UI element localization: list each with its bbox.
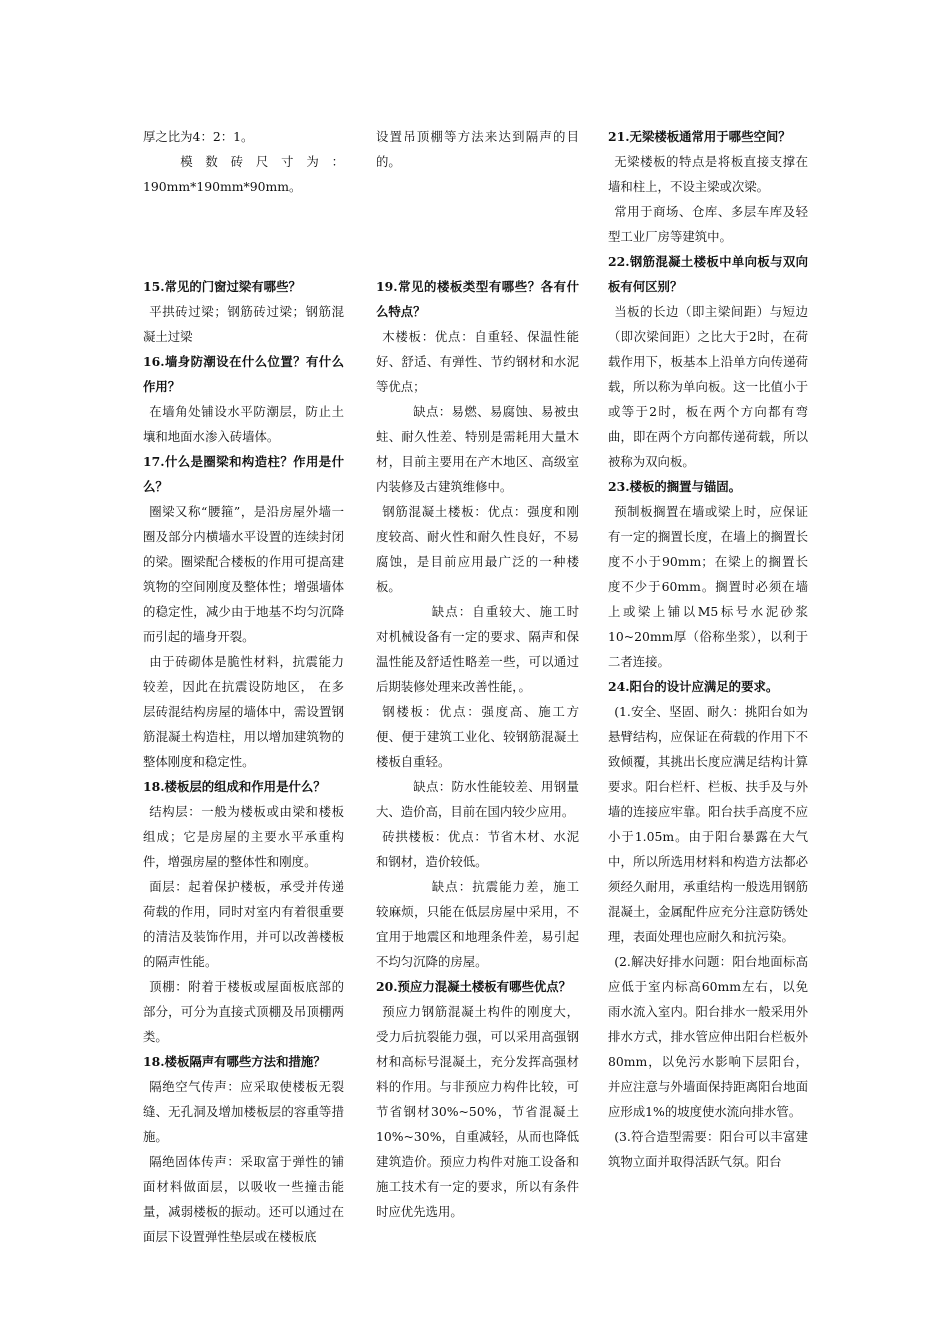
question-heading: 19.常见的楼板类型有哪些？各有什么特点？: [376, 279, 579, 319]
answer-paragraph: 当板的长边（即主梁间距）与短边（即次梁间距）之比大于2时，在荷载作用下，板基本上沿单方向传递荷载，所以称为单向板。这一比值小于或等于2时，板在两个方向都有弯曲，即在两个方向都传递荷载，所以被称为双向板。: [608, 304, 808, 469]
paragraph: 厚之比为4：2：1。: [143, 129, 254, 144]
answer-paragraph: 无梁楼板的特点是将板直接支撑在墙和柱上，不设主梁或次梁。: [608, 154, 808, 194]
spacer: [143, 199, 344, 274]
text-column-1: [143, 124, 344, 1249]
spacer: [376, 174, 579, 274]
answer-paragraph: 圈梁又称“腰箍”，是沿房屋外墙一圈及部分内横墙水平设置的连续封闭的梁。圈梁配合楼板的作用可提高建筑物的空间刚度及整体性；增强墙体的稳定性，减少由于地基不均匀沉降而引起的墙身开裂。: [143, 504, 344, 644]
answer-paragraph: 面层：起着保护楼板，承受并传递荷载的作用，同时对室内有着很重要的清洁及装饰作用，并可以改善楼板的隔声性能。: [143, 879, 344, 969]
answer-paragraph: 由于砖砌体是脆性材料，抗震能力较差，因此在抗震设防地区， 在多层砖混结构房屋的墙体中，需设置钢筋混凝土构造柱，用以增加建筑物的整体刚度和稳定性。: [143, 654, 344, 769]
answer-paragraph: 预应力钢筋混凝土构件的刚度大，受力后抗裂能力强，可以采用高强钢材和高标号混凝土，充分发挥高强材料的作用。与非预应力构件比较，可节省钢材30%~50%，节省混凝土10%~30%，自重减轻，从而也降低建筑造价。预应力构件对施工设备和施工技术有一定的要求，所以有条件时应优先选用。: [376, 1004, 579, 1219]
answer-paragraph: 在墙角处铺设水平防潮层，防止土壤和地面水渗入砖墙体。: [143, 404, 344, 444]
answer-paragraph: 木楼板：优点：自重轻、保温性能好、舒适、有弹性、节约钢材和水泥等优点；: [376, 329, 579, 394]
question-heading: 20.预应力混凝土楼板有哪些优点？: [376, 979, 572, 994]
answer-paragraph: 缺点：防水性能较差、用钢量大、造价高，目前在国内较少应用。: [376, 779, 579, 819]
question-heading: 21.无梁楼板通常用于哪些空间？: [608, 129, 791, 144]
question-heading: 24.阳台的设计应满足的要求。: [608, 679, 779, 694]
answer-paragraph: (2.解决好排水问题：阳台地面标高应低于室内标高60mm左右，以免雨水流入室内。阳台排水一般采用外排水方式，排水管应伸出阳台栏板外80mm，以免污水影响下层阳台，并应注意与外墙面保持距离阳台地面应形成1%的坡度使水流向排水管。: [608, 954, 808, 1119]
question-heading: 18.楼板隔声有哪些方法和措施？: [143, 1054, 326, 1069]
answer-paragraph: 隔绝空气传声：应采取使楼板无裂缝、无孔洞及增加楼板层的容重等措施。: [143, 1079, 344, 1144]
paragraph: 设置吊顶棚等方法来达到隔声的目的。: [376, 129, 579, 169]
question-heading: 23.楼板的搁置与锚固。: [608, 479, 742, 494]
answer-paragraph: (1.安全、坚固、耐久：挑阳台如为悬臂结构，应保证在荷载的作用下不致倾覆，其挑出长度应满足结构计算要求。阳台栏杆、栏板、扶手及与外墙的连接应牢靠。阳台扶手高度不应小于1.05m。由于阳台暴露在大气中，所以所选用材料和构造方法都必须经久耐用，承重结构一般选用钢筋混凝土，金属配件应充分注意防锈处理，表面处理也应耐久和抗污染。: [608, 704, 808, 944]
answer-paragraph: 缺点：抗震能力差，施工较麻烦，只能在低层房屋中采用，不宜用于地震区和地理条件差，易引起不均匀沉降的房屋。: [376, 879, 579, 969]
answer-paragraph: 钢楼板：优点：强度高、施工方便、便于建筑工业化、较钢筋混凝土楼板自重轻。: [376, 704, 579, 769]
answer-paragraph: (3.符合造型需要：阳台可以丰富建筑物立面并取得活跃气氛。阳台: [608, 1129, 808, 1169]
answer-paragraph: 预制板搁置在墙或梁上时，应保证有一定的搁置长度，在墙上的搁置长度不小于90mm；在梁上的搁置长度不少于60mm。搁置时必须在墙上或梁上铺以M5标号水泥砂浆10~20mm厚（俗称坐浆），以利于二者连接。: [608, 504, 808, 669]
paragraph: 190mm*190mm*90mm。: [143, 179, 302, 194]
question-heading: 15.常见的门窗过梁有哪些？: [143, 279, 301, 294]
answer-paragraph: 砖拱楼板：优点：节省木材、水泥和钢材，造价较低。: [376, 829, 579, 869]
question-heading: 17.什么是圈梁和构造柱？作用是什么？: [143, 454, 344, 494]
answer-paragraph: 常用于商场、仓库、多层车库及轻型工业厂房等建筑中。: [608, 204, 808, 244]
answer-paragraph: 结构层：一般为楼板或由梁和楼板组成；它是房屋的主要水平承重构件，增强房屋的整体性和刚度。: [143, 804, 344, 869]
paragraph: 模 数 砖 尺 寸 为 ：: [180, 154, 344, 169]
question-heading: 18.楼板层的组成和作用是什么？: [143, 779, 326, 794]
text-column-3: [608, 124, 808, 1174]
answer-paragraph: 钢筋混凝土楼板：优点：强度和刚度较高、耐火性和耐久性良好，不易腐蚀，是目前应用最广泛的一种楼板。: [376, 504, 579, 594]
answer-paragraph: 隔绝固体传声：采取富于弹性的铺面材料做面层，以吸收一些撞击能量，减弱楼板的振动。还可以通过在面层下设置弹性垫层或在楼板底: [143, 1154, 344, 1244]
answer-paragraph: 缺点：易燃、易腐蚀、易被虫蛀、耐久性差、特别是需耗用大量木材，目前主要用在产木地区、高级室内装修及古建筑维修中。: [376, 404, 579, 494]
answer-paragraph: 缺点：自重较大、施工时对机械设备有一定的要求、隔声和保温性能及舒适性略差一些，可以通过后期装修处理来改善性能，。: [376, 604, 579, 694]
question-heading: 16.墙身防潮设在什么位置？有什么作用？: [143, 354, 344, 394]
text-column-2: [376, 124, 579, 1224]
answer-paragraph: 平拱砖过梁；钢筋砖过梁；钢筋混凝土过梁: [143, 304, 344, 344]
question-heading: 22.钢筋混凝土楼板中单向板与双向板有何区别？: [608, 254, 808, 294]
answer-paragraph: 顶棚：附着于楼板或屋面板底部的部分，可分为直接式顶棚及吊顶棚两类。: [143, 979, 344, 1044]
